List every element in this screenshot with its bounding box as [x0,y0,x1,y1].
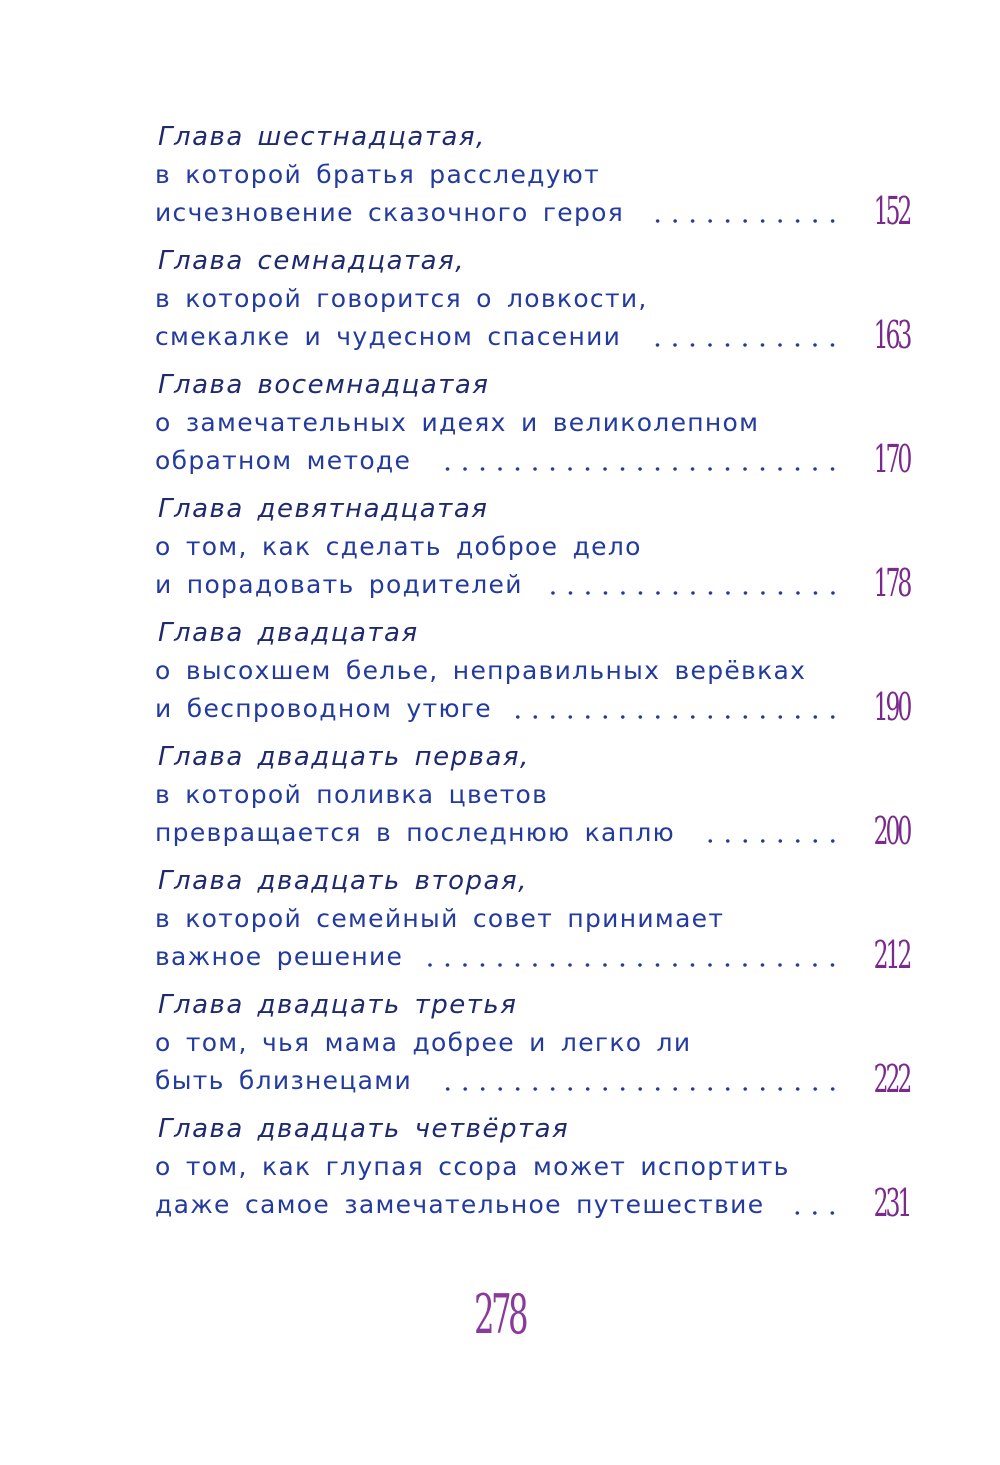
chapter-last-line [155,189,911,233]
table-of-contents [155,118,915,1234]
chapter-description-line: исчезновение сказочного героя [155,198,625,227]
chapter-title: Глава девятнадцатая [158,494,489,524]
chapter-page-number: 178 [874,561,910,605]
chapter-page-number: 190 [874,685,910,729]
chapter-last-line [155,561,911,605]
chapter-description-line: и беспроводном утюге [155,694,492,723]
chapter-title: Глава двадцать первая, [158,742,530,772]
dot-leader [545,591,842,595]
toc-entry [155,986,915,1110]
chapter-page-number: 152 [874,189,910,233]
chapter-description-line: о том, как сделать доброе дело [155,532,642,561]
chapter-title: Глава двадцать третья [158,990,518,1020]
chapter-description-line: в которой поливка цветов [155,780,549,809]
dot-leader [643,343,841,347]
dot-leader [697,839,842,843]
dot-leader [433,467,841,471]
chapter-last-line [155,685,911,729]
chapter-description-line: в которой семейный совет принимает [155,904,725,933]
chapter-page-number: 170 [874,437,910,481]
toc-entry [155,862,915,986]
chapter-description-line: важное решение [155,942,404,971]
footer-page-number: 278 [474,1283,526,1346]
chapter-description-line: о том, чья мама добрее и легко ли [155,1028,692,1057]
toc-entry [155,1110,915,1234]
toc-entry [155,738,915,862]
chapter-page-number: 200 [874,809,910,853]
chapter-title: Глава двадцать четвёртая [158,1114,570,1144]
chapter-description-line: быть близнецами [155,1066,413,1095]
dot-leader [646,219,841,223]
chapter-page-number: 231 [874,1181,910,1225]
toc-entry [155,242,915,366]
chapter-title: Глава шестнадцатая, [158,122,486,152]
chapter-page-number: 163 [874,313,910,357]
chapter-last-line [155,313,911,357]
dot-leader [786,1211,841,1215]
chapter-title: Глава двадцатая [158,618,419,648]
toc-entry [155,490,915,614]
toc-entry [155,118,915,242]
dot-leader [434,1087,841,1091]
chapter-last-line [155,809,911,853]
chapter-title: Глава двадцать вторая, [158,866,528,896]
chapter-page-number: 222 [874,1057,910,1101]
chapter-last-line [155,1181,911,1225]
chapter-last-line [155,437,911,481]
chapter-description-line: смекалке и чудесном спасении [155,322,622,351]
chapter-last-line [155,1057,911,1101]
chapter-description-line: превращается в последнюю каплю [155,818,675,847]
toc-entry [155,614,915,738]
chapter-description-line: о замечательных идеях и великолепном [155,408,760,437]
chapter-description-line: в которой братья расследуют [155,160,601,189]
chapter-description-line: и порадовать родителей [155,570,523,599]
chapter-description-line: даже самое замечательное путешествие [155,1190,765,1219]
chapter-last-line [155,933,911,977]
chapter-description-line: обратном методе [155,446,412,475]
page-number-footer [0,1280,1000,1350]
toc-entry [155,366,915,490]
chapter-description-line: о том, как глупая ссора может испортить [155,1152,790,1181]
chapter-title: Глава восемнадцатая [158,370,490,400]
chapter-description-line: о высохшем белье, неправильных верёвках [155,656,807,685]
chapter-page-number: 212 [874,933,910,977]
chapter-description-line: в которой говорится о ловкости, [155,284,648,313]
dot-leader [425,963,841,967]
dot-leader [514,715,842,719]
chapter-title: Глава семнадцатая, [158,246,465,276]
